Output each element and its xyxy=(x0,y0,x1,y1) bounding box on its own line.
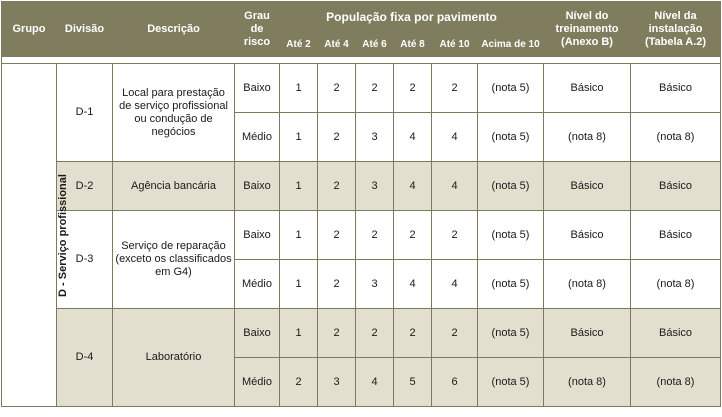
risk-level: Baixo xyxy=(235,309,280,358)
population-value: 4 xyxy=(432,113,478,162)
installation-level: Básico xyxy=(631,309,721,358)
population-value: 2 xyxy=(432,211,478,260)
population-value: 3 xyxy=(356,113,394,162)
table-row xyxy=(2,64,721,113)
header-descricao: Descrição xyxy=(113,2,235,57)
population-value: 2 xyxy=(318,260,356,309)
division-code: D-2 xyxy=(57,162,113,211)
population-value: 1 xyxy=(280,260,318,309)
installation-level: Básico xyxy=(631,64,721,113)
population-value: 4 xyxy=(432,162,478,211)
risk-level: Médio xyxy=(235,358,280,407)
population-value: 1 xyxy=(280,211,318,260)
population-value: (nota 5) xyxy=(478,162,544,211)
header-grau-de-risco: Grau de risco xyxy=(235,2,280,57)
population-value: 2 xyxy=(356,211,394,260)
table-row xyxy=(2,309,721,358)
spacer-row xyxy=(2,57,721,64)
division-description: Laboratório xyxy=(113,309,235,407)
population-value: (nota 5) xyxy=(478,113,544,162)
population-value: 2 xyxy=(318,64,356,113)
population-value: 5 xyxy=(394,358,432,407)
training-level: Básico xyxy=(544,309,631,358)
header-grupo: Grupo xyxy=(2,2,57,57)
fire-brigade-table xyxy=(1,1,721,407)
risk-level: Baixo xyxy=(235,211,280,260)
header-pop-col: Até 10 xyxy=(432,33,478,57)
training-level: Básico xyxy=(544,64,631,113)
population-value: (nota 5) xyxy=(478,309,544,358)
risk-level: Baixo xyxy=(235,64,280,113)
risk-level: Baixo xyxy=(235,162,280,211)
population-value: 2 xyxy=(394,64,432,113)
population-value: 2 xyxy=(394,211,432,260)
population-value: (nota 5) xyxy=(478,260,544,309)
header-pop-col: Até 2 xyxy=(280,33,318,57)
population-value: 2 xyxy=(432,64,478,113)
population-value: 2 xyxy=(432,309,478,358)
header-divisao: Divisão xyxy=(57,2,113,57)
population-value: 2 xyxy=(356,309,394,358)
population-value: 2 xyxy=(280,358,318,407)
population-value: 4 xyxy=(356,358,394,407)
division-code: D-4 xyxy=(57,309,113,407)
risk-level: Médio xyxy=(235,113,280,162)
division-code: D-3 xyxy=(57,211,113,309)
group-label: D - Serviço profissional xyxy=(56,173,69,297)
population-value: (nota 5) xyxy=(478,64,544,113)
population-value: 4 xyxy=(394,113,432,162)
population-value: 2 xyxy=(394,309,432,358)
training-level: Básico xyxy=(544,211,631,260)
population-value: 2 xyxy=(318,113,356,162)
population-value: 3 xyxy=(356,260,394,309)
installation-level: (nota 8) xyxy=(631,113,721,162)
population-value: 6 xyxy=(432,358,478,407)
installation-level: (nota 8) xyxy=(631,260,721,309)
division-description: Local para prestação de serviço profissional ou condução de negócios xyxy=(113,64,235,162)
header-pop-col: Até 6 xyxy=(356,33,394,57)
population-value: 2 xyxy=(318,309,356,358)
training-level: Básico xyxy=(544,162,631,211)
group-cell xyxy=(2,64,69,407)
population-value: 1 xyxy=(280,113,318,162)
header-pop-col: Até 4 xyxy=(318,33,356,57)
population-value: (nota 5) xyxy=(478,211,544,260)
population-value: 2 xyxy=(318,162,356,211)
population-value: 1 xyxy=(280,64,318,113)
header-nivel-instalacao: Nível da instalação (Tabela A.2) xyxy=(631,2,721,57)
installation-level: (nota 8) xyxy=(631,358,721,407)
division-code: D-1 xyxy=(57,64,113,162)
population-value: 3 xyxy=(356,162,394,211)
population-value: 4 xyxy=(432,260,478,309)
population-value: 2 xyxy=(356,64,394,113)
header-populacao: População fixa por pavimento xyxy=(280,2,544,33)
header-nivel-treinamento: Nível do treinamento (Anexo B) xyxy=(544,2,631,57)
table-row xyxy=(2,211,721,260)
population-value: 1 xyxy=(280,309,318,358)
population-value: 3 xyxy=(318,358,356,407)
population-value: 4 xyxy=(394,260,432,309)
installation-level: Básico xyxy=(631,162,721,211)
training-level: (nota 8) xyxy=(544,358,631,407)
header-pop-col: Acima de 10 xyxy=(478,33,544,57)
division-description: Serviço de reparação (exceto os classificados em G4) xyxy=(113,211,235,309)
population-value: 1 xyxy=(280,162,318,211)
population-value: 2 xyxy=(318,211,356,260)
population-value: (nota 5) xyxy=(478,358,544,407)
population-value: 4 xyxy=(394,162,432,211)
installation-level: Básico xyxy=(631,211,721,260)
header-pop-col: Até 8 xyxy=(394,33,432,57)
division-description: Agência bancária xyxy=(113,162,235,211)
training-level: (nota 8) xyxy=(544,113,631,162)
table-row xyxy=(2,162,721,211)
risk-level: Médio xyxy=(235,260,280,309)
training-level: (nota 8) xyxy=(544,260,631,309)
